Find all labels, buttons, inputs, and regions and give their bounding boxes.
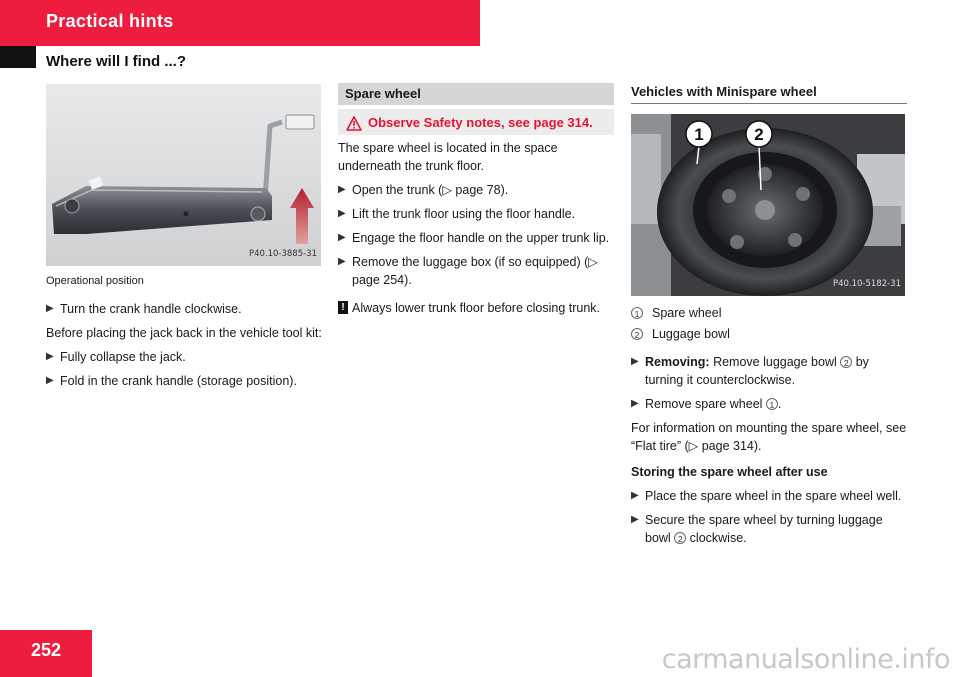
- legend-item: 2 Luggage bowl: [631, 325, 907, 343]
- page-number: 252: [30, 640, 62, 660]
- column-minispare: [631, 83, 907, 553]
- step-arrow-icon: ▶: [338, 184, 346, 195]
- instruction-step: ▶ Fold in the crank handle (storage position).: [46, 374, 297, 388]
- section-heading: Spare wheel: [338, 83, 614, 105]
- instruction-step: ▶ Fully collapse the jack.: [46, 350, 186, 364]
- instruction-step: ▶ Open the trunk (▷ page 78).: [338, 183, 509, 197]
- section-subtitle: Where will I find ...?: [46, 53, 187, 70]
- jack-image: [46, 84, 321, 266]
- image-code: P40.10-3885-31: [248, 249, 317, 259]
- step-arrow-icon: ▶: [338, 256, 346, 267]
- paragraph: The spare wheel is located in the space underneath the trunk floor.: [338, 141, 558, 173]
- column-spare-wheel: [338, 83, 614, 317]
- instruction-step: ▶ Remove spare wheel 1 .: [631, 397, 782, 411]
- instruction-step: ▶ Secure the spare wheel by turning luggage bowl 2 clockwise.: [631, 513, 883, 545]
- step-arrow-icon: ▶: [46, 303, 54, 314]
- callout-number: 2: [840, 356, 852, 368]
- exclamation-icon: !: [338, 301, 348, 314]
- spare-wheel-image: [631, 114, 905, 296]
- section-heading: Vehicles with Minispare wheel: [631, 83, 907, 104]
- paragraph: For information on mounting the spare wheel, see “Flat tire” (▷ page 314).: [631, 421, 907, 453]
- step-arrow-icon: ▶: [631, 356, 639, 367]
- watermark: carmanualsonline.info: [661, 644, 950, 675]
- callout-1: 1: [694, 125, 704, 144]
- step-arrow-icon: ▶: [338, 232, 346, 243]
- callout-number: 2: [631, 328, 643, 340]
- chapter-title: Practical hints: [46, 11, 174, 31]
- instruction-step: ▶ Remove the luggage box (if so equipped) (▷ page 254).: [338, 255, 598, 287]
- callout-number: 2: [674, 532, 686, 544]
- spare-wheel-photo: [631, 114, 905, 296]
- warning-text: Observe Safety notes, see page 314.: [368, 115, 593, 130]
- instruction-step: ▶ Place the spare wheel in the spare wheel well.: [631, 489, 902, 503]
- column-jack: [46, 84, 322, 396]
- callout-2: 2: [754, 125, 764, 144]
- step-arrow-icon: ▶: [631, 490, 639, 501]
- subheading: Storing the spare wheel after use: [631, 465, 828, 479]
- instruction-step: ▶ Lift the trunk floor using the floor handle.: [338, 207, 576, 221]
- callout-number: 1: [766, 398, 778, 410]
- section-tab: [0, 46, 36, 68]
- image-caption: Operational position: [46, 275, 144, 287]
- instruction-step: ▶ Turn the crank handle clockwise.: [46, 302, 242, 316]
- caution-note: ! Always lower trunk floor before closing trunk.: [338, 299, 614, 317]
- step-arrow-icon: ▶: [338, 208, 346, 219]
- step-arrow-icon: ▶: [46, 351, 54, 362]
- jack-illustration: [46, 84, 321, 266]
- warning-box: [338, 109, 614, 135]
- step-arrow-icon: ▶: [46, 375, 54, 386]
- callout-number: 1: [631, 307, 643, 319]
- legend-item: 1 Spare wheel: [631, 304, 907, 322]
- instruction-step: ▶ Engage the floor handle on the upper trunk lip.: [338, 231, 610, 245]
- warning-triangle-icon: [346, 116, 362, 131]
- step-arrow-icon: ▶: [631, 398, 639, 409]
- image-code: P40.10-5182-31: [832, 279, 901, 289]
- paragraph: Before placing the jack back in the vehicle tool kit:: [46, 326, 322, 340]
- step-arrow-icon: ▶: [631, 514, 639, 525]
- instruction-step: ▶ Removing: Remove luggage bowl 2 by turning it counterclockwise.: [631, 355, 869, 387]
